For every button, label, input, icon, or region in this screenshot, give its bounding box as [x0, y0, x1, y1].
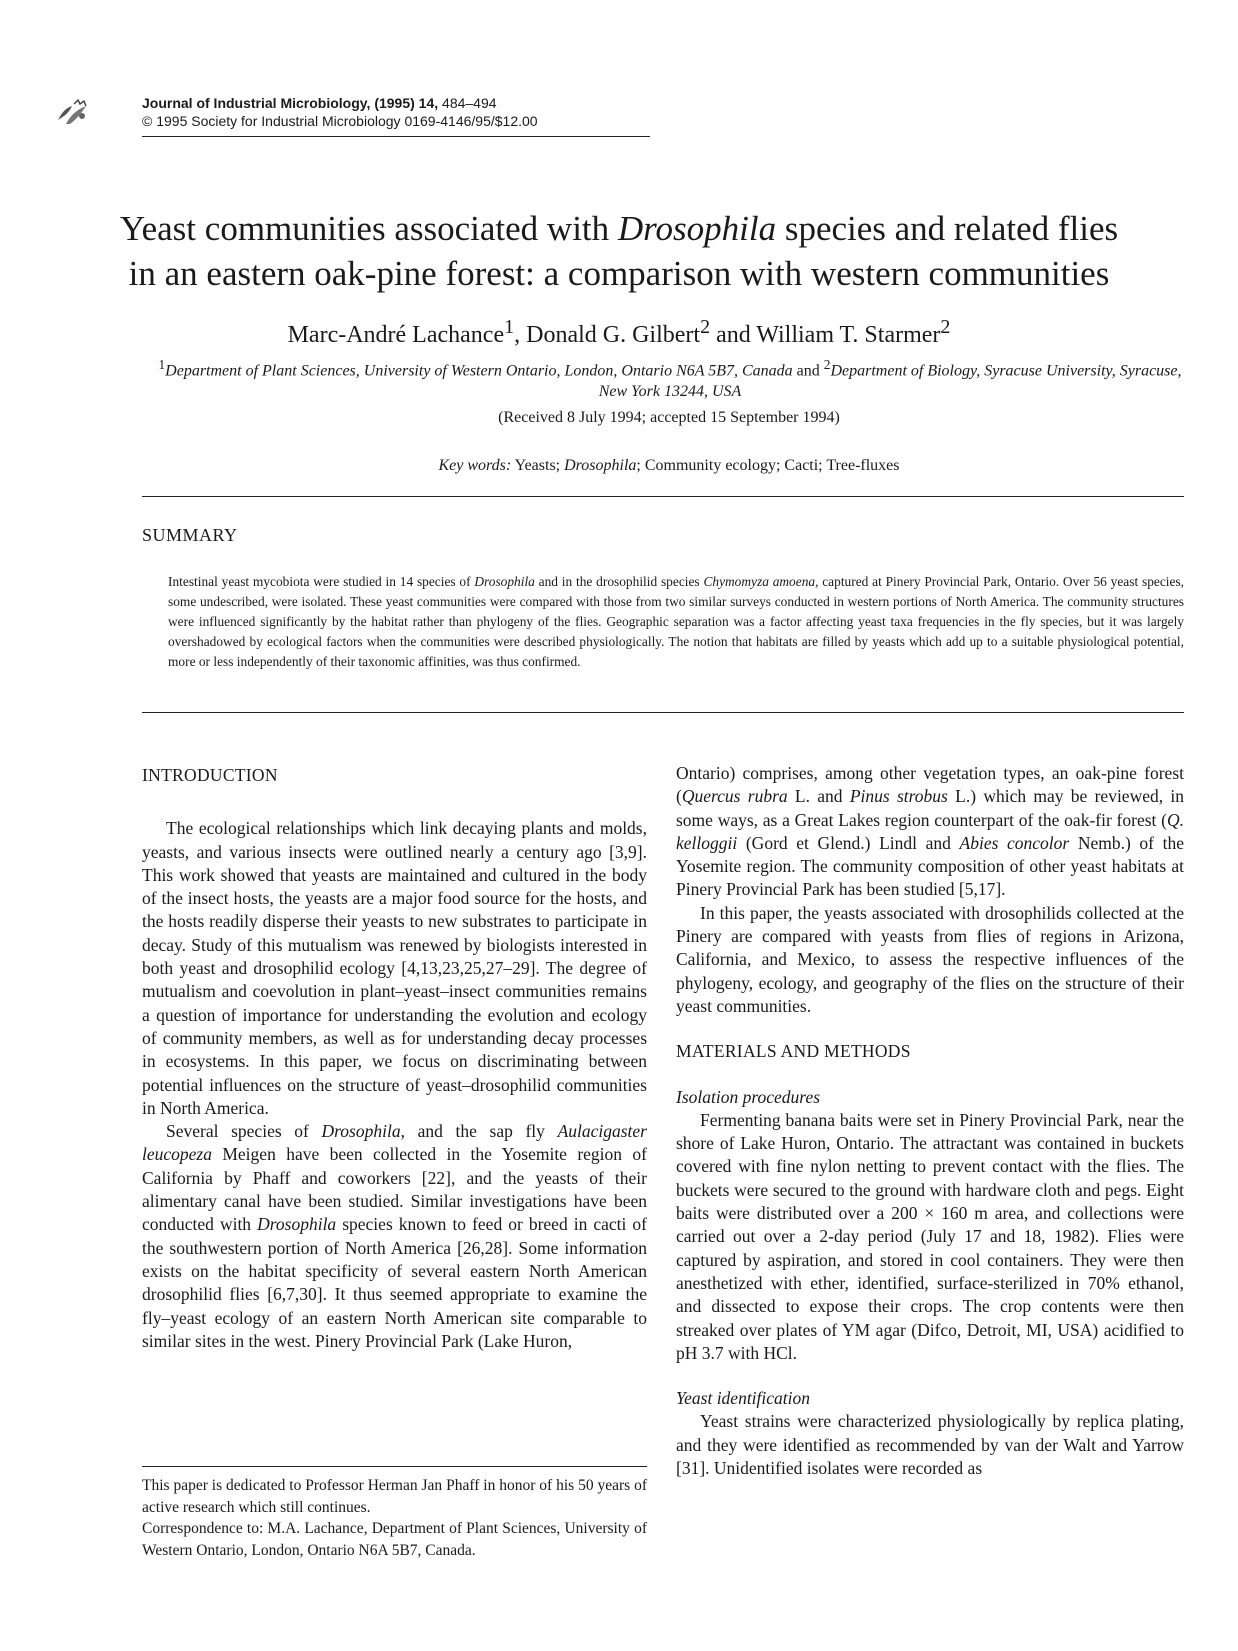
title-italic: Drosophila — [617, 209, 777, 248]
right-p1-italic-1: Quercus rubra — [681, 786, 788, 807]
intro-paragraph-2 — [142, 1120, 647, 1353]
right-p1-text-b: L. and — [787, 786, 850, 807]
intro-p2-italic-3: Drosophila — [257, 1214, 337, 1235]
summary-bottom-rule — [142, 712, 1184, 713]
right-p1-italic-3: Q. kelloggii — [676, 809, 1184, 853]
publisher-logo-icon — [56, 98, 92, 128]
footnote-rule — [142, 1466, 647, 1467]
left-column — [142, 764, 647, 1353]
title-line2: in an eastern oak-pine forest: a comparison with western communities — [128, 254, 1110, 293]
right-paragraph-2: In this paper, the yeasts associated with drosophilids collected at the Pinery are compared with yeasts from flies of regions in Arizona, California, and Mexico, to assess the respective influences of the phylogeny, ecology, and geography of the flies on the structure of their yeast communities. — [676, 902, 1184, 1016]
affiliations — [150, 354, 1190, 402]
introduction-heading: INTRODUCTION — [142, 765, 278, 785]
right-p1-text-d: (Gord et Glend.) Lindl and — [737, 832, 960, 853]
footnote-dedication: This paper is dedicated to Professor Herman Jan Phaff in honor of his 50 years of active research which still continues. — [142, 1477, 647, 1516]
keyword-text-1: Yeasts; — [511, 457, 565, 474]
footnote-correspondence: Correspondence to: M.A. Lachance, Department of Plant Sciences, University of Western Ontario, London, Ontario N6A 5B7, Canada. — [142, 1520, 647, 1559]
right-p1-text-a: Ontario) comprises, among other vegetation types, an oak-pine forest ( — [676, 763, 1184, 807]
journal-copyright: © 1995 Society for Industrial Microbiology 0169-4146/95/$12.00 — [142, 113, 538, 129]
summary-text-3: , captured at Pinery Provincial Park, Ontario. Over 56 yeast species, some undescribed, were isolated. These yeast communities were compared with those from two similar surveys conducted in western portions of North America. The community structures were influenced significantly by the habitat rather than phylogeny of the flies. Geographic separation was a factor affecting yeast taxa frequencies in the fly species, but it was largely overshadowed by ecological factors when the communities were described physiologically. The notion that habitats are filled by yeasts which add up to a suitable physiological potential, more or less independently of their taxonomic affinities, was thus confirmed. — [168, 574, 1184, 669]
footnotes — [142, 1475, 647, 1561]
header-divider — [142, 136, 650, 137]
keyword-text-2: Drosophila — [564, 457, 637, 474]
right-p1-text-c: L.) which may be reviewed, in some ways, as a Great Lakes region counterpart of the oak-fir forest ( — [676, 786, 1184, 830]
intro-p2-italic-2: Aulacigaster leucopeza — [142, 1121, 647, 1165]
keywords-label: Key words: — [438, 457, 512, 474]
isolation-paragraph: Fermenting banana baits were set in Pinery Provincial Park, near the shore of Lake Huron, Ontario. The attractant was contained in buckets covered with fine nylon netting to prevent contact with the flies. The buckets were secured to the ground with hardware cloth and pegs. Eight baits were distributed over a 200 × 160 m area, and collections were carried out over a 2-day period (July 17 and 18, 1982). Flies were captured by aspiration, and stored in cool containers. They were then anesthetized with ether, identified, surface-sterilized in 70% ethanol, and dissected to expose their crops. The crop contents were then streaked over plates of YM agar (Difco, Detroit, MI, USA) acidified to pH 3.7 with HCl. — [676, 1109, 1184, 1363]
methods-heading: MATERIALS AND METHODS — [676, 1041, 911, 1062]
right-paragraph-1 — [676, 762, 1184, 902]
journal-name: Journal of Industrial Microbiology, — [142, 95, 371, 111]
right-p1-italic-2: Pinus strobus — [849, 786, 948, 807]
keyword-text-3: ; Community ecology; Cacti; Tree-fluxes — [636, 457, 900, 474]
summary-abstract — [168, 572, 1184, 672]
summary-top-rule — [142, 496, 1184, 497]
journal-header — [142, 94, 538, 130]
summary-text-1: Intestinal yeast mycobiota were studied in 14 species of — [168, 574, 475, 589]
author-3: and William T. Starmer — [710, 322, 941, 348]
keywords — [100, 455, 1238, 476]
intro-p2-text-d: species known to feed or breed in cacti of the southwestern portion of North America [26,28]. Some information exists on the habitat specificity of several eastern North American drosophilid flies [6,7,30]. It thus seemed appropriate to examine the fly–yeast ecology of an eastern North American site comparable to similar sites in the west. Pinery Provincial Park (Lake Huron, — [142, 1214, 647, 1351]
identification-heading: Yeast identification — [676, 1388, 811, 1409]
author-2-affil-mark: 2 — [700, 316, 711, 338]
summary-text-2: and in the drosophilid species — [534, 574, 704, 589]
author-1: Marc-André Lachance — [287, 322, 505, 348]
received-dates: (Received 8 July 1994; accepted 15 September 1994) — [498, 409, 840, 426]
intro-p2-text-b: , and the sap fly — [400, 1121, 558, 1142]
author-3-affil-mark: 2 — [940, 316, 951, 338]
paper-title — [100, 206, 1138, 296]
journal-year: (1995) — [374, 95, 415, 111]
affil-mark-1: 1 — [158, 357, 166, 372]
intro-p2-text-c: Meigen have been collected in the Yosemite region of California by Phaff and coworkers [22], and the yeasts of their alimentary canal have been studied. Similar investigations have been conducted with — [142, 1144, 647, 1235]
summary-italic-1: Drosophila — [474, 574, 535, 589]
affil-mark-2: 2 — [823, 357, 831, 372]
isolation-heading: Isolation procedures — [676, 1086, 821, 1107]
author-1-affil-mark: 1 — [504, 316, 515, 338]
right-column — [676, 762, 1184, 1480]
right-p1-text-e: Nemb.) of the Yosemite region. The community composition of other yeast habitats at Pinery Provincial Park has been studied [5,17]. — [676, 832, 1184, 900]
right-p1-italic-4: Abies concolor — [959, 832, 1070, 853]
summary-italic-2: Chymomyza amoena — [703, 574, 816, 589]
intro-p2-italic-1: Drosophila — [321, 1121, 401, 1142]
intro-p2-text-a: Several species of — [166, 1121, 322, 1142]
journal-pages: 484–494 — [442, 95, 497, 111]
journal-volume: 14, — [418, 95, 439, 111]
author-list — [100, 312, 1138, 350]
title-part1: Yeast communities associated with — [119, 209, 618, 248]
intro-paragraph-1: The ecological relationships which link decaying plants and molds, yeasts, and various insects were outlined nearly a century ago [3,9]. This work showed that yeasts are maintained and cultured in the body of the insect hosts, the yeasts are a major food source for the hosts, and the hosts readily disperse their yeasts to new substrates to participate in decay. Study of this mutualism was renewed by biologists interested in both yeast and drosophilid ecology [4,13,23,25,27–29]. The degree of mutualism and coevolution in plant–yeast–insect communities remains a question of importance for understanding the evolution and ecology of community members, as well as for understanding decay processes in ecosystems. In this paper, we focus on discriminating between potential influences on the structure of yeast–drosophilid communities in North America. — [142, 818, 647, 1118]
title-part2: species and related flies — [776, 209, 1119, 248]
affiliation-and: and — [796, 362, 820, 380]
affiliation-1: Department of Plant Sciences, University of Western Ontario, London, Ontario N6A 5B7, Canada — [165, 362, 797, 380]
summary-heading: SUMMARY — [142, 525, 238, 545]
author-2: , Donald G. Gilbert — [514, 322, 701, 348]
affiliation-2: Department of Biology, Syracuse University, Syracuse, New York 13244, USA — [598, 362, 1182, 401]
identification-paragraph: Yeast strains were characterized physiologically by replica plating, and they were identified as recommended by van der Walt and Yarrow [31]. Unidentified isolates were recorded as — [676, 1411, 1184, 1479]
journal-citation — [142, 94, 538, 112]
